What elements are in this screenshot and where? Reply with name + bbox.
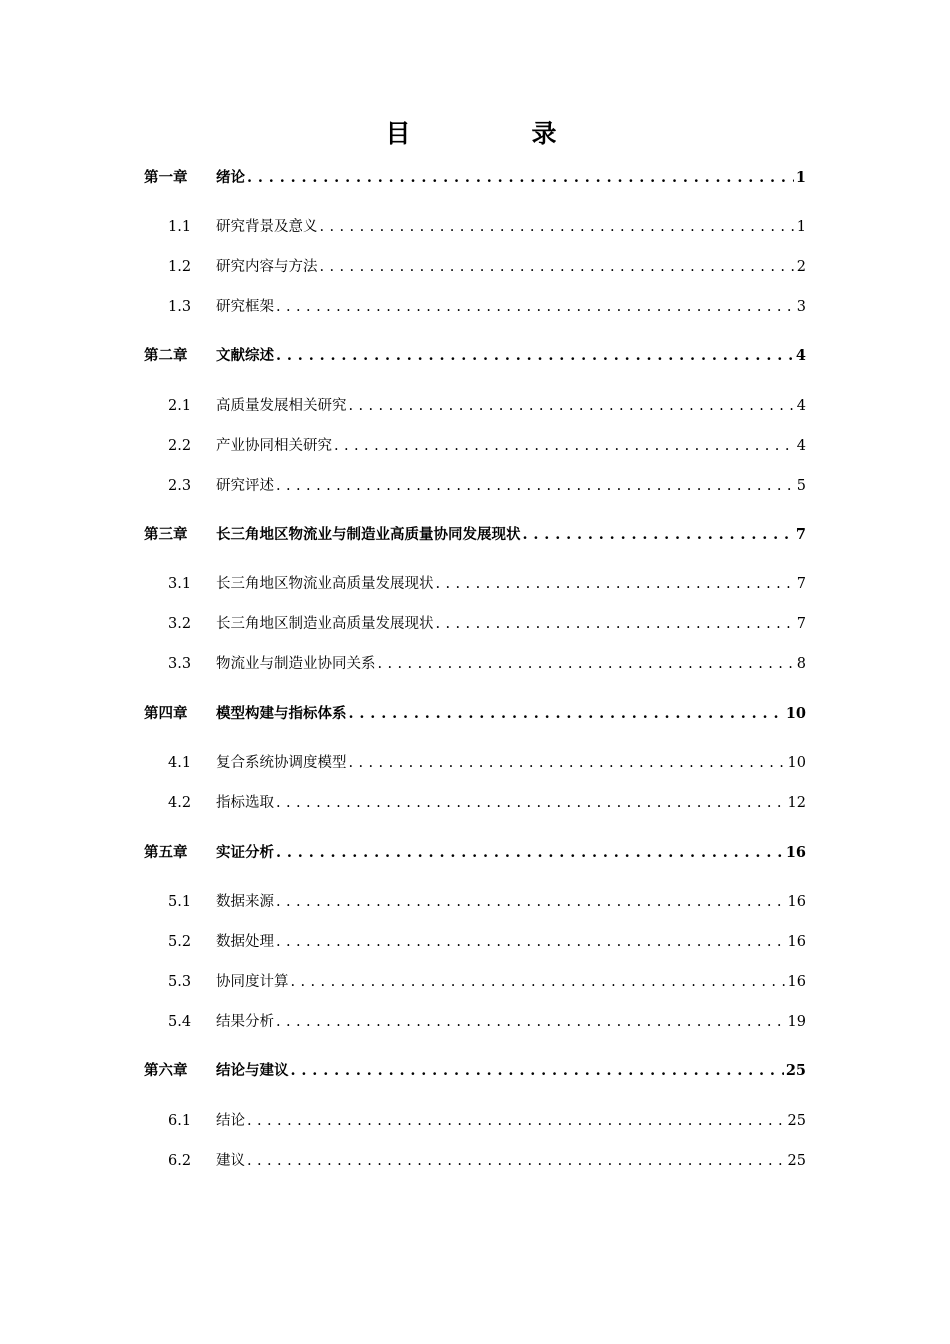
toc-section-entry[interactable] <box>144 1011 806 1033</box>
toc-entry-title: 研究背景及意义 <box>216 219 318 235</box>
toc-dot-leader <box>436 613 795 635</box>
toc-entry-number: 4.2 <box>168 795 192 811</box>
toc-entry-page-number: 12 <box>787 795 806 811</box>
toc-entry-number: 第五章 <box>144 844 188 861</box>
toc-entry-number: 4.1 <box>168 755 192 771</box>
toc-dot-leader <box>276 842 784 864</box>
toc-entry-number: 第一章 <box>144 169 188 186</box>
toc-entry-page-number: 25 <box>785 1062 806 1079</box>
toc-section-entry[interactable] <box>144 792 806 814</box>
toc-chapter-entry[interactable] <box>144 842 806 864</box>
toc-entry-title: 结论与建议 <box>216 1062 289 1079</box>
toc-entry-title: 结果分析 <box>216 1014 274 1030</box>
toc-chapter-entry[interactable] <box>144 703 806 725</box>
toc-entry-title: 建议 <box>216 1153 245 1169</box>
toc-entry-title: 研究框架 <box>216 299 274 315</box>
toc-entry-title: 文献综述 <box>216 347 274 364</box>
toc-dot-leader <box>247 1110 786 1132</box>
toc-entry-number: 第四章 <box>144 705 188 722</box>
toc-dot-leader <box>276 891 786 913</box>
toc-dot-leader <box>247 167 794 189</box>
toc-section-entry[interactable] <box>144 216 806 238</box>
toc-entry-title: 复合系统协调度模型 <box>216 755 347 771</box>
toc-section-entry[interactable] <box>144 395 806 417</box>
toc-entry-page-number: 4 <box>796 398 806 414</box>
toc-entry-number: 5.1 <box>168 894 192 910</box>
toc-entry-page-number: 1 <box>795 169 806 186</box>
toc-dot-leader <box>320 256 795 278</box>
toc-entry-page-number: 16 <box>787 974 806 990</box>
toc-chapter-entry[interactable] <box>144 1060 806 1082</box>
toc-dot-leader <box>276 1011 786 1033</box>
page-title: 目 录 <box>385 119 605 148</box>
toc-entry-number: 第二章 <box>144 347 188 364</box>
toc-dot-leader <box>276 931 786 953</box>
toc-section-entry[interactable] <box>144 475 806 497</box>
toc-entry-page-number: 25 <box>787 1113 806 1129</box>
toc-entry-title: 长三角地区制造业高质量发展现状 <box>216 616 434 632</box>
toc-entry-page-number: 10 <box>785 705 806 722</box>
toc-dot-leader <box>378 653 795 675</box>
toc-entry-page-number: 5 <box>796 478 806 494</box>
toc-section-entry[interactable] <box>144 931 806 953</box>
toc-entry-number: 5.2 <box>168 934 192 950</box>
toc-dot-leader <box>320 216 795 238</box>
toc-section-entry[interactable] <box>144 971 806 993</box>
toc-entry-number: 6.1 <box>168 1113 192 1129</box>
toc-section-entry[interactable] <box>144 256 806 278</box>
toc-entry-number: 第三章 <box>144 526 188 543</box>
toc-chapter-entry[interactable] <box>144 524 806 546</box>
toc-section-entry[interactable] <box>144 1110 806 1132</box>
toc-entry-page-number: 8 <box>796 656 806 672</box>
toc-entry-number: 1.2 <box>168 259 192 275</box>
toc-section-entry[interactable] <box>144 1150 806 1172</box>
toc-entry-number: 1.3 <box>168 299 192 315</box>
toc-entry-title: 协同度计算 <box>216 974 289 990</box>
toc-entry-title: 数据处理 <box>216 934 274 950</box>
toc-entry-page-number: 10 <box>787 755 806 771</box>
toc-entry-title: 研究评述 <box>216 478 274 494</box>
toc-entry-page-number: 4 <box>796 438 806 454</box>
toc-entry-page-number: 7 <box>795 526 806 543</box>
toc-dot-leader <box>334 435 795 457</box>
toc-entry-title: 产业协同相关研究 <box>216 438 332 454</box>
toc-section-entry[interactable] <box>144 653 806 675</box>
toc-entry-title: 绪论 <box>216 169 245 186</box>
toc-entry-title: 长三角地区物流业与制造业高质量协同发展现状 <box>216 526 521 543</box>
toc-entry-page-number: 4 <box>795 347 806 364</box>
toc-entry-page-number: 19 <box>787 1014 806 1030</box>
toc-dot-leader <box>349 703 784 725</box>
toc-entry-number: 第六章 <box>144 1062 188 1079</box>
toc-entry-title: 实证分析 <box>216 844 274 861</box>
toc-dot-leader <box>291 1060 784 1082</box>
toc-section-entry[interactable] <box>144 296 806 318</box>
toc-entry-page-number: 16 <box>785 844 806 861</box>
toc-entry-page-number: 1 <box>796 219 806 235</box>
toc-dot-leader <box>276 345 794 367</box>
toc-entry-page-number: 25 <box>787 1153 806 1169</box>
toc-chapter-entry[interactable] <box>144 345 806 367</box>
toc-entry-number: 5.4 <box>168 1014 192 1030</box>
toc-entry-title: 长三角地区物流业高质量发展现状 <box>216 576 434 592</box>
toc-entry-title: 高质量发展相关研究 <box>216 398 347 414</box>
toc-entry-number: 3.2 <box>168 616 192 632</box>
toc-section-entry[interactable] <box>144 435 806 457</box>
toc-entry-number: 3.3 <box>168 656 192 672</box>
toc-entry-title: 物流业与制造业协同关系 <box>216 656 376 672</box>
toc-entry-number: 2.1 <box>168 398 192 414</box>
toc-dot-leader <box>291 971 786 993</box>
toc-entry-number: 2.3 <box>168 478 192 494</box>
toc-entry-number: 2.2 <box>168 438 192 454</box>
toc-entry-title: 结论 <box>216 1113 245 1129</box>
toc-section-entry[interactable] <box>144 573 806 595</box>
toc-entry-number: 1.1 <box>168 219 192 235</box>
toc-dot-leader <box>247 1150 786 1172</box>
toc-entry-number: 5.3 <box>168 974 192 990</box>
toc-dot-leader <box>276 475 795 497</box>
toc-dot-leader <box>349 752 786 774</box>
toc-dot-leader <box>436 573 795 595</box>
toc-entry-page-number: 3 <box>796 299 806 315</box>
toc-entry-page-number: 7 <box>796 576 806 592</box>
toc-dot-leader <box>276 296 795 318</box>
toc-entry-title: 指标选取 <box>216 795 274 811</box>
toc-entry-page-number: 2 <box>796 259 806 275</box>
toc-entry-title: 数据来源 <box>216 894 274 910</box>
toc-chapter-entry[interactable] <box>144 167 806 189</box>
toc-dot-leader <box>276 792 786 814</box>
toc-entry-page-number: 7 <box>796 616 806 632</box>
toc-dot-leader <box>523 524 794 546</box>
toc-entry-page-number: 16 <box>787 934 806 950</box>
toc-entry-title: 研究内容与方法 <box>216 259 318 275</box>
toc-entry-page-number: 16 <box>787 894 806 910</box>
toc-entry-title: 模型构建与指标体系 <box>216 705 347 722</box>
toc-entry-number: 6.2 <box>168 1153 192 1169</box>
toc-section-entry[interactable] <box>144 891 806 913</box>
toc-dot-leader <box>349 395 795 417</box>
toc-section-entry[interactable] <box>144 613 806 635</box>
toc-entry-number: 3.1 <box>168 576 192 592</box>
toc-section-entry[interactable] <box>144 752 806 774</box>
